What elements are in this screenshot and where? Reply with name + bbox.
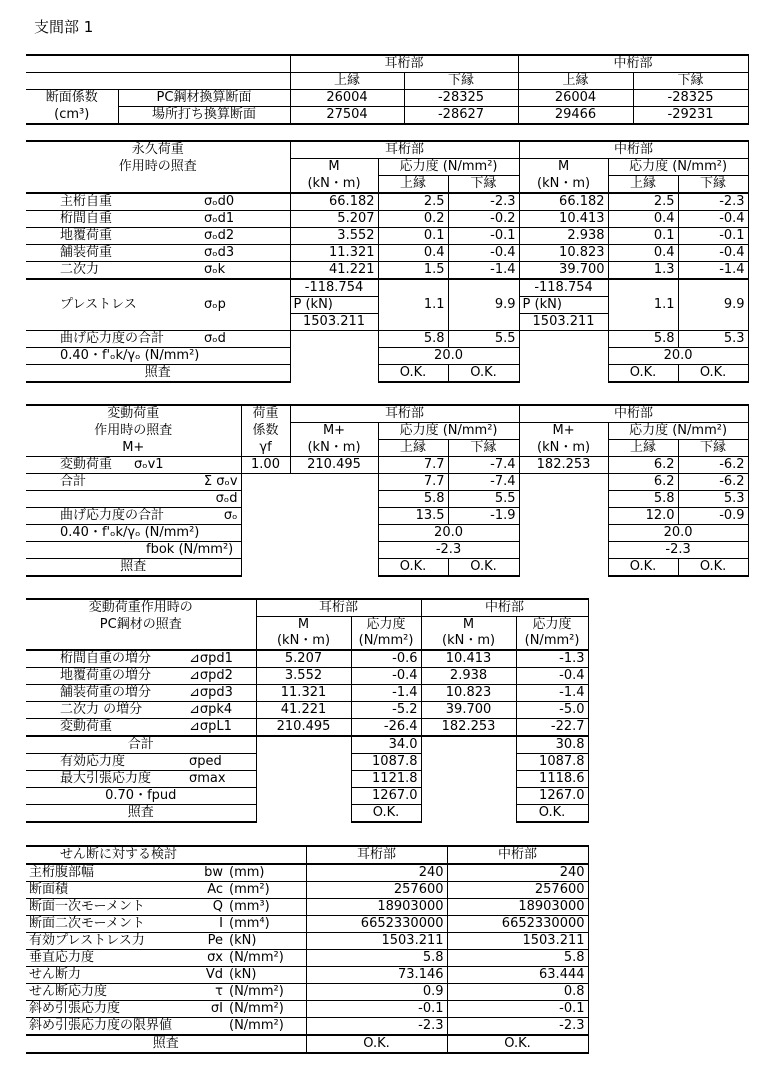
cell: -0.1 [678,228,748,245]
row-name: 変動荷重 [26,719,186,737]
header-m-unit: (kN・m) [421,633,516,650]
cell: -0.4 [448,245,519,262]
header-stress-unit: (N/mm²) [516,633,588,650]
cell: P (kN) [290,297,378,314]
cell: 1087.8 [516,754,588,771]
cell: O.K. [608,365,678,383]
cell: -2.3 [608,542,748,559]
row-unit: (kN) [226,933,306,950]
cell: 5.3 [678,331,748,348]
cell: 41.221 [290,262,378,280]
table-row [26,1018,588,1036]
row-name: 斜め引張応力度 [26,1001,178,1018]
cell: 5.5 [448,491,519,508]
header-m-unit: (kN・m) [519,176,608,194]
row-symbol: ⊿σpd3 [186,685,256,702]
row-name: 二次力 [26,262,201,280]
row-name: 二次力 の増分 [26,702,186,719]
cell: 5.3 [678,491,748,508]
cell: 1503.211 [519,314,608,331]
row-symbol: σₒd2 [201,228,290,245]
row-symbol: σₒk [201,262,290,280]
header-upper: 上縁 [378,176,448,194]
header-lower: 下縁 [404,73,518,90]
row-symbol: σₒd0 [201,193,290,211]
cell: 5.5 [448,331,519,348]
header-mimi: 耳桁部 [306,846,447,864]
cell: 1.00 [241,457,290,474]
cell: 66.182 [519,193,608,211]
table-row [26,650,588,668]
cell: -0.6 [351,650,421,668]
cell: 6652330000 [447,916,588,933]
row-symbol: σₒd [131,491,241,508]
cell: 34.0 [351,736,421,754]
table-title: 変動荷重作用時の [26,599,256,617]
header-coef: 荷重 [241,405,290,423]
cell: -2.3 [448,193,519,211]
table-row [26,950,588,967]
header-lower: 下縁 [678,440,748,457]
cell: 1503.211 [290,314,378,331]
header-stress: 応力度 [516,617,588,634]
cell: O.K. [306,1035,447,1053]
row-name: 主桁自重 [26,193,201,211]
row-symbol: Vd [178,967,226,984]
cell: 2.938 [421,668,516,685]
header-upper: 上縁 [518,73,633,90]
cell: -6.2 [678,474,748,491]
row-name: 合計 [26,474,131,491]
cell: 5.207 [256,650,351,668]
header-upper: 上縁 [290,73,404,90]
cell: 11.321 [256,685,351,702]
cell: -26.4 [351,719,421,737]
row-name: せん断応力度 [26,984,178,1001]
cell: 240 [306,864,447,882]
row-name: 最大引張応力度 [26,771,186,788]
cell: 5.8 [608,331,678,348]
header-m: M [519,159,608,176]
cell: 1121.8 [351,771,421,788]
row-unit: (mm) [226,864,306,882]
cell: 2.5 [608,193,678,211]
cell: 26004 [518,90,633,107]
row-symbol: σmax [186,771,256,788]
row-name: 斜め引張応力度の限界値 [26,1018,178,1036]
row-name: 舗装荷重 [26,245,201,262]
row-symbol [178,1018,226,1036]
cell: -118.754 [519,279,608,297]
row-symbol: σx [178,950,226,967]
cell: 210.495 [256,719,351,737]
cell: 27504 [290,107,404,125]
cell: -28325 [404,90,518,107]
cell: 240 [447,864,588,882]
cell: 1503.211 [306,933,447,950]
row-symbol: ⊿σpd1 [186,650,256,668]
table-row [26,984,588,1001]
cell: 1503.211 [447,933,588,950]
cell: 1118.6 [516,771,588,788]
row-symbol: σₒv1 [131,457,241,474]
cell: 1267.0 [516,788,588,805]
cell: 20.0 [378,348,519,365]
table-row [26,864,588,882]
cell: 5.8 [306,950,447,967]
row-name: 断面二次モーメント [26,916,178,933]
header-mimi: 耳桁部 [256,599,421,617]
header-m: M [290,159,378,176]
table-row [26,702,588,719]
cell: 7.7 [378,457,448,474]
cell: -2.3 [678,193,748,211]
row-name: 地覆荷重の増分 [26,668,186,685]
row-symbol: ⊿σpL1 [186,719,256,737]
header-stress: 応力度 (N/mm²) [378,159,519,176]
cell: 5.207 [290,211,378,228]
cell: O.K. [678,365,748,383]
table-row [26,228,748,245]
cell: 5.8 [447,950,588,967]
cell: -0.4 [678,245,748,262]
header-lower: 下縁 [448,440,519,457]
cell: -0.4 [516,668,588,685]
header-stress: 応力度 [351,617,421,634]
cell: 73.146 [306,967,447,984]
header-naka: 中桁部 [519,141,748,159]
header-naka: 中桁部 [518,55,748,73]
cell: 5.8 [378,491,448,508]
header-m: M [256,617,351,634]
cell: 210.495 [290,457,378,474]
row-name: 地覆荷重 [26,228,201,245]
row-name: 舗装荷重の増分 [26,685,186,702]
cell: -5.0 [516,702,588,719]
row-name: 桁間自重 [26,211,201,228]
cell: O.K. [448,365,519,383]
cell: 2.5 [378,193,448,211]
row-unit: (N/mm²) [226,1001,306,1018]
cell: 9.9 [678,279,748,331]
row-symbol: Ac [178,882,226,899]
cell: 20.0 [608,348,748,365]
cell: 0.8 [447,984,588,1001]
cell: 10.413 [519,211,608,228]
cell: 0.1 [608,228,678,245]
table-title: M+ [26,440,241,457]
shear-check-table [26,845,589,1054]
cell: O.K. [378,559,448,577]
cell: 1087.8 [351,754,421,771]
cell: 39.700 [519,262,608,280]
cell: 3.552 [290,228,378,245]
header-mimi: 耳桁部 [290,405,519,423]
cell: 41.221 [256,702,351,719]
row-unit: (N/mm²) [226,984,306,1001]
row-unit: (mm³) [226,899,306,916]
cell: O.K. [678,559,748,577]
cell: -0.4 [351,668,421,685]
header-m: M+ [519,423,608,440]
cell: 0.4 [608,211,678,228]
cell: 11.321 [290,245,378,262]
header-upper: 上縁 [378,440,448,457]
cell: O.K. [448,559,519,577]
cell: 18903000 [447,899,588,916]
table-title: 作用時の照査 [118,159,197,174]
cell: O.K. [447,1035,588,1053]
cell: -22.7 [516,719,588,737]
cell: 10.823 [421,685,516,702]
row-symbol: Σ σₒv [131,474,241,491]
cell: 12.0 [608,508,678,525]
cell: 0.1 [378,228,448,245]
row-symbol: ⊿σpk4 [186,702,256,719]
row-name: 0.40・f'ₒk/γₒ (N/mm²) [26,348,290,365]
row-unit: (N/mm²) [226,1018,306,1036]
cell: 20.0 [608,525,748,542]
cell: 13.5 [378,508,448,525]
cell: O.K. [608,559,678,577]
cell: 6.2 [608,457,678,474]
header-lower: 下縁 [633,73,748,90]
header-stress: 応力度 (N/mm²) [378,423,519,440]
row-symbol: ⊿σpd2 [186,668,256,685]
header-m: M [421,617,516,634]
cell: 18903000 [306,899,447,916]
cell: 1.5 [378,262,448,280]
row-name: せん断力 [26,967,178,984]
cell: 6652330000 [306,916,447,933]
cell: -28627 [404,107,518,125]
cell: 7.7 [378,474,448,491]
cell: 257600 [306,882,447,899]
cell: O.K. [378,365,448,383]
row-name: 照査 [26,805,256,823]
header-m-unit: (kN・m) [290,176,378,194]
row-symbol: bw [178,864,226,882]
row-name: 断面一次モーメント [26,899,178,916]
row-unit: (kN) [226,967,306,984]
cell: 3.552 [256,668,351,685]
header-m-unit: (kN・m) [256,633,351,650]
row-name: 照査 [26,365,290,383]
header-coef: 係数 [241,423,290,440]
cell: 39.700 [421,702,516,719]
cell: 1.1 [378,279,448,331]
header-stress: 応力度 (N/mm²) [608,159,748,176]
cell: 29466 [518,107,633,125]
row-symbol: I [178,916,226,933]
header-m-unit: (kN・m) [519,440,608,457]
table-row [26,916,588,933]
cell: 10.823 [519,245,608,262]
row-name: 0.40・f'ₒk/γₒ (N/mm²) [26,525,241,542]
row-name: 場所打ち換算断面 [118,107,290,125]
row-symbol: Pe [178,933,226,950]
cell: 10.413 [421,650,516,668]
cell: 182.253 [421,719,516,737]
row-name: 変動荷重 [26,457,131,474]
cell: 1.3 [608,262,678,280]
cell: 26004 [290,90,404,107]
row-name: 照査 [26,1035,306,1053]
header-upper: 上縁 [608,176,678,194]
cell: P (kN) [519,297,608,314]
variable-load-table [26,404,749,577]
row-name: 曲げ応力度の合計 [26,508,131,525]
row-name: 断面積 [26,882,178,899]
row-symbol: σₒp [201,279,290,331]
header-mimi: 耳桁部 [290,141,519,159]
table-row [26,668,588,685]
cell: -6.2 [678,457,748,474]
cell: 5.8 [378,331,448,348]
header-coef: γf [241,440,290,457]
section-modulus-table [26,54,749,125]
table-title: せん断に対する検討 [26,846,306,864]
cell: 20.0 [378,525,519,542]
cell: -7.4 [448,457,519,474]
cell: 63.444 [447,967,588,984]
header-mimi: 耳桁部 [290,55,518,73]
cell: -1.9 [448,508,519,525]
row-name: 合計 [26,736,256,754]
cell: 0.4 [378,245,448,262]
cell: -2.3 [447,1018,588,1036]
cell: -1.3 [516,650,588,668]
table-row [26,719,588,737]
header-stress: 応力度 (N/mm²) [608,423,748,440]
cell: -0.2 [448,211,519,228]
cell: -1.4 [516,685,588,702]
cell: -7.4 [448,474,519,491]
cell: 257600 [447,882,588,899]
cell: -1.4 [678,262,748,280]
cell: -1.4 [448,262,519,280]
pc-steel-check-table [26,598,589,823]
table-row [26,1001,588,1018]
row-name: 曲げ応力度の合計 [26,331,201,348]
row-label-unit: (cm³) [26,107,118,125]
row-symbol: σₒd1 [201,211,290,228]
cell: 0.4 [608,245,678,262]
header-stress-unit: (N/mm²) [351,633,421,650]
cell: -0.4 [678,211,748,228]
cell: 1.1 [608,279,678,331]
row-name: 0.70・fpud [26,788,256,805]
row-name: fbok (N/mm²) [26,542,241,559]
row-symbol: σI [178,1001,226,1018]
header-upper: 上縁 [608,440,678,457]
row-name: 垂直応力度 [26,950,178,967]
cell: -0.1 [448,228,519,245]
table-title: 永久荷重 [26,141,290,159]
cell: O.K. [351,805,421,823]
cell: 0.9 [306,984,447,1001]
cell: 30.8 [516,736,588,754]
page-title: 支間部 1 [34,18,94,36]
row-name: 照査 [26,559,241,577]
cell: 0.2 [378,211,448,228]
cell: 1267.0 [351,788,421,805]
row-symbol: σₒ [131,508,241,525]
table-row [26,933,588,950]
row-name: 有効プレストレス力 [26,933,178,950]
cell: 9.9 [448,279,519,331]
cell: -118.754 [290,279,378,297]
row-symbol: Q [178,899,226,916]
table-row [26,967,588,984]
table-title: 作用時の照査 [26,423,241,440]
cell: 66.182 [290,193,378,211]
row-unit: (mm²) [226,882,306,899]
row-label: 断面係数 [26,90,118,107]
cell: -5.2 [351,702,421,719]
table-row [26,882,588,899]
cell: -0.1 [306,1001,447,1018]
row-name: プレストレス [60,297,137,312]
row-symbol: σₒd3 [201,245,290,262]
row-name: PC鋼材換算断面 [118,90,290,107]
row-unit: (N/mm²) [226,950,306,967]
header-naka: 中桁部 [447,846,588,864]
header-lower: 下縁 [678,176,748,194]
table-row [26,685,588,702]
row-name: 有効応力度 [26,754,186,771]
cell: 2.938 [519,228,608,245]
cell: -28325 [633,90,748,107]
row-symbol: σped [186,754,256,771]
table-title: 変動荷重 [26,405,241,423]
cell: 182.253 [519,457,608,474]
header-lower: 下縁 [448,176,519,194]
row-name: 桁間自重の増分 [26,650,186,668]
table-row [26,899,588,916]
cell: -0.9 [678,508,748,525]
header-naka: 中桁部 [519,405,748,423]
cell: O.K. [516,805,588,823]
row-symbol: σₒd [201,331,290,348]
row-name: 主桁腹部幅 [26,864,178,882]
cell: 5.8 [608,491,678,508]
cell: -29231 [633,107,748,125]
header-m: M+ [290,423,378,440]
cell: -2.3 [378,542,519,559]
row-symbol: τ [178,984,226,1001]
table-row [26,193,748,211]
cell: 6.2 [608,474,678,491]
table-row [26,262,748,280]
table-row [26,211,748,228]
cell: -2.3 [306,1018,447,1036]
table-title: PC鋼材の照査 [26,617,256,634]
header-naka: 中桁部 [421,599,588,617]
cell: -1.4 [351,685,421,702]
row-unit: (mm⁴) [226,916,306,933]
header-m-unit: (kN・m) [290,440,378,457]
table-row [26,245,748,262]
cell: -0.1 [447,1001,588,1018]
permanent-load-table [26,140,749,383]
